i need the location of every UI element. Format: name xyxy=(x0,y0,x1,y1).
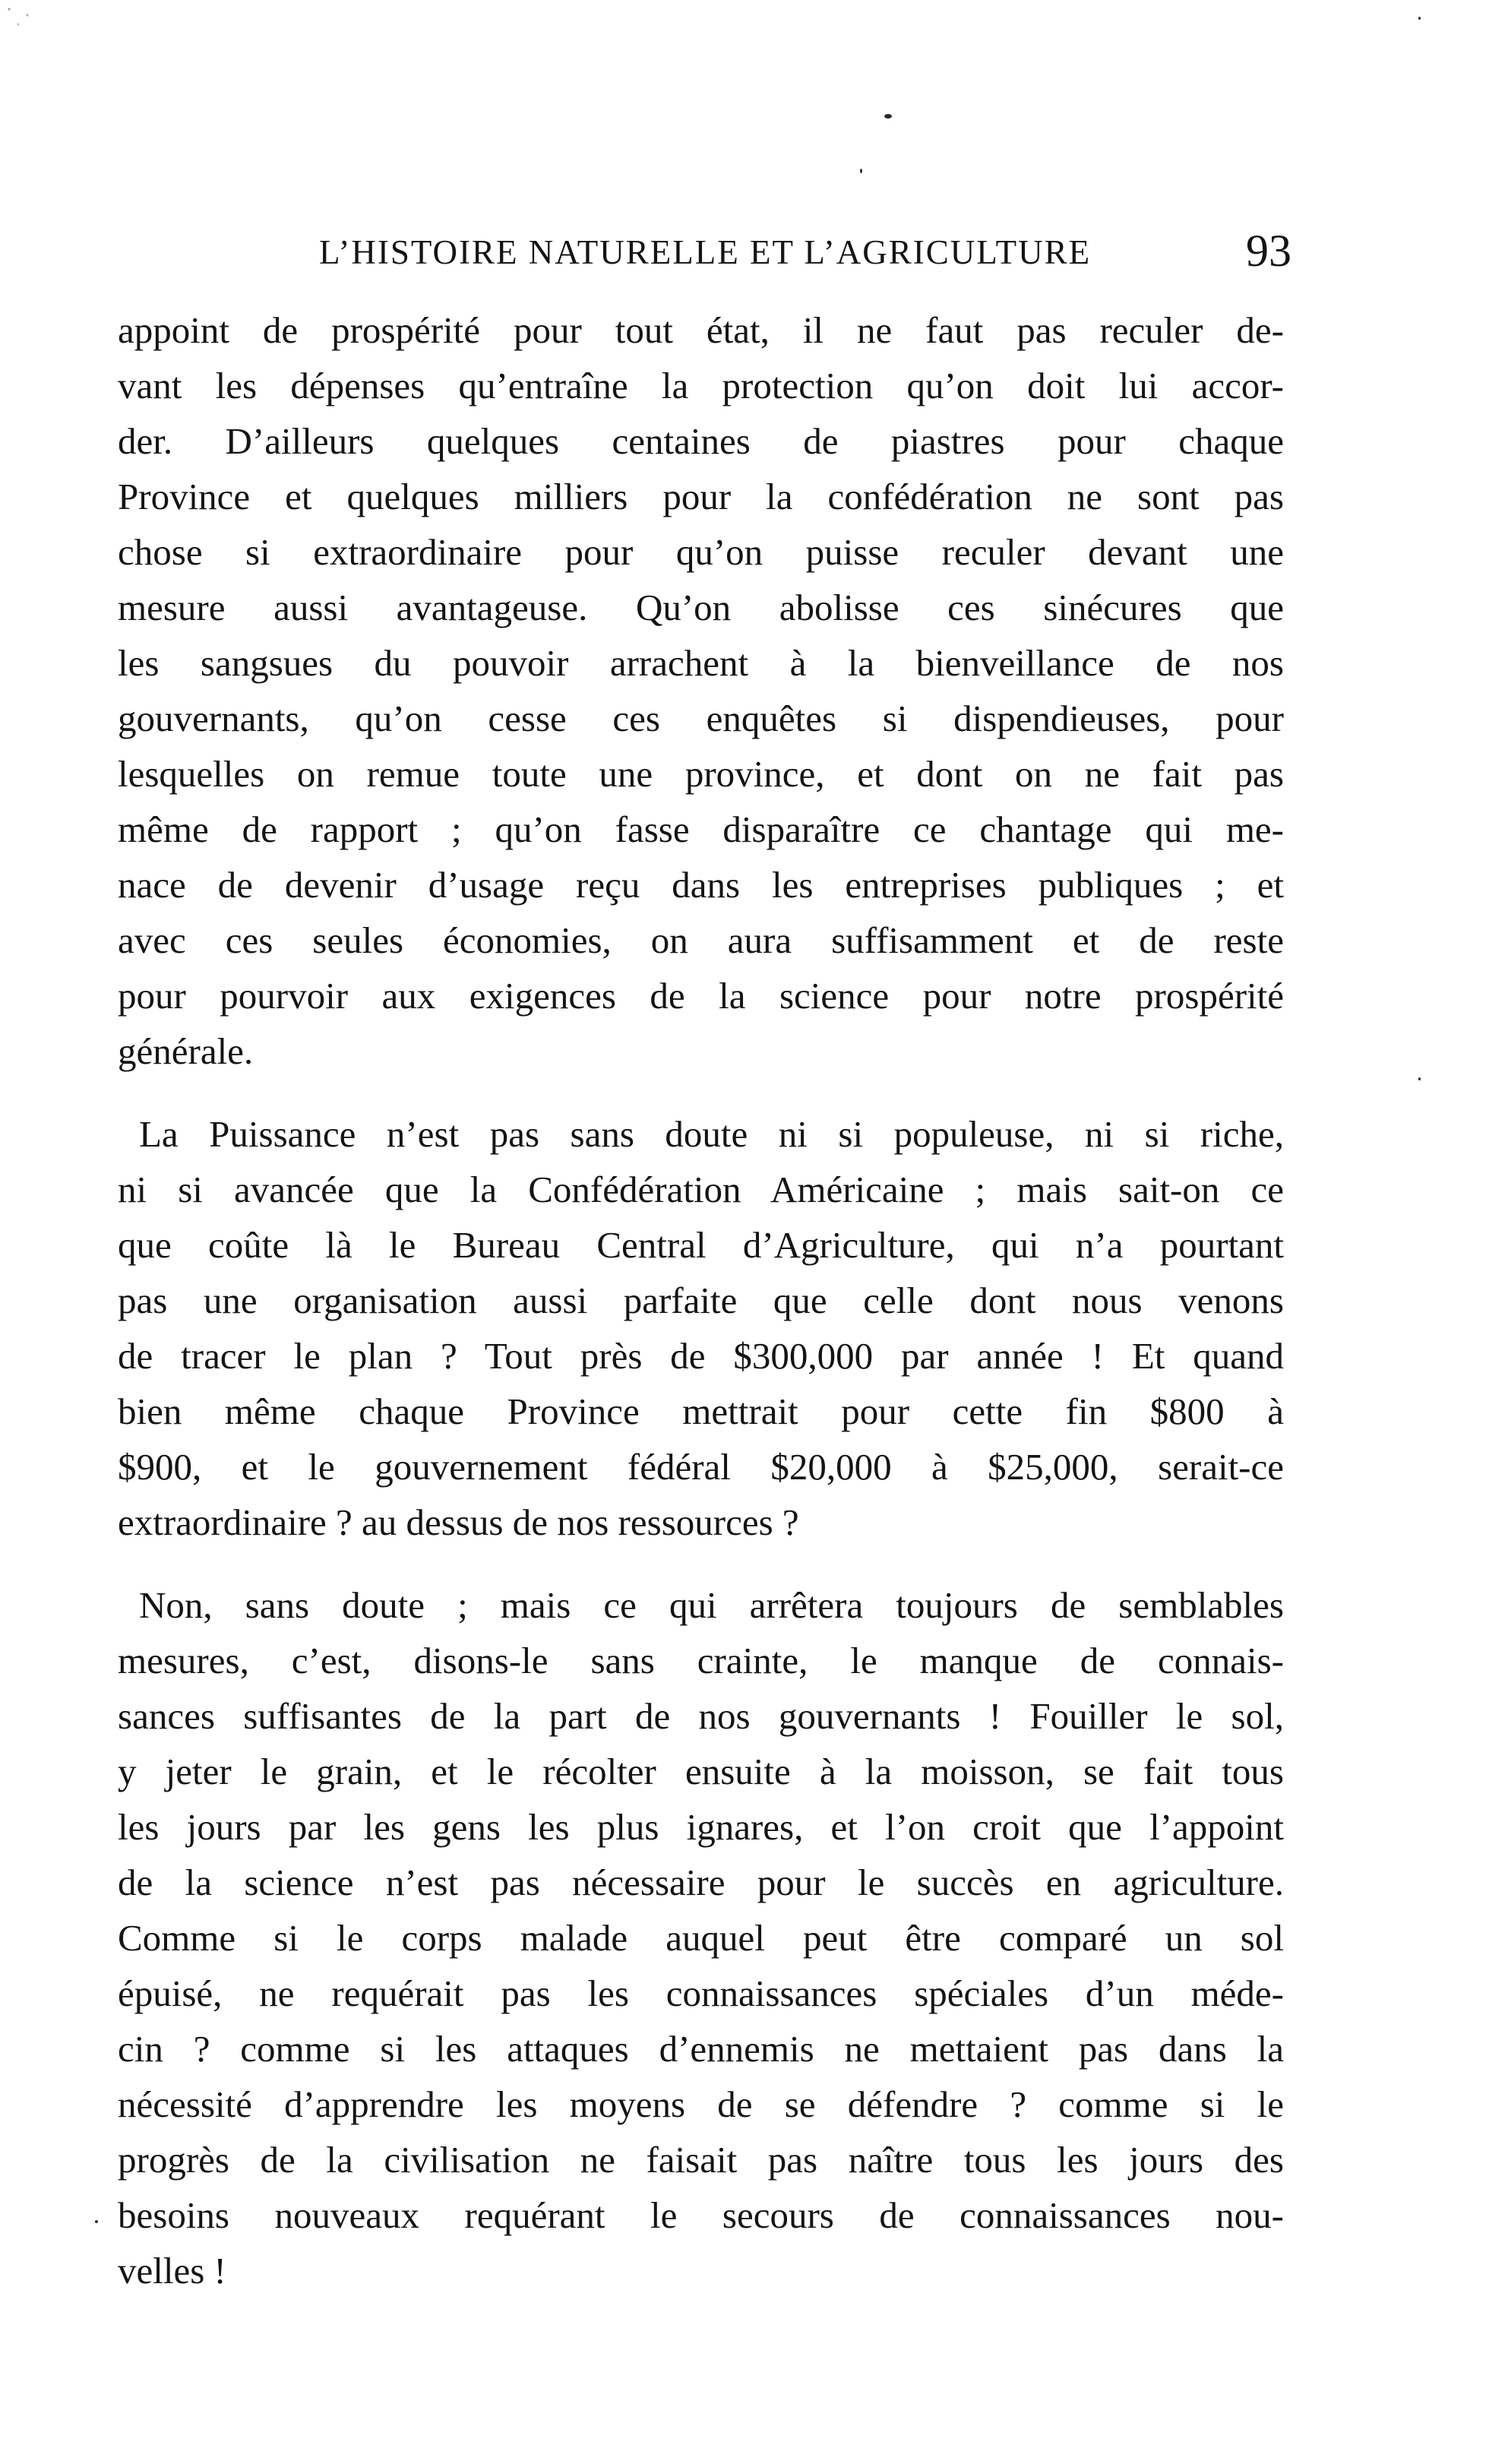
text-line: les sangsues du pouvoir arrachent à la bienveillance de nos xyxy=(118,642,1284,684)
text-line: extraordinaire ? au dessus de nos ressources ? xyxy=(118,1501,799,1543)
text-line: pas une organisation aussi parfaite que celle dont nous venons xyxy=(118,1279,1284,1321)
text-line: avec ces seules économies, on aura suffisamment et de reste xyxy=(118,919,1284,961)
text-line: nace de devenir d’usage reçu dans les entreprises publiques ; et xyxy=(118,864,1284,906)
text-line: ni si avancée que la Confédération Américaine ; mais sait-on ce xyxy=(118,1169,1284,1210)
body-text xyxy=(118,302,1284,2298)
paragraph xyxy=(118,302,1284,1079)
text-line: mesures, c’est, disons-le sans crainte, le manque de connais- xyxy=(118,1640,1284,1681)
text-line: vant les dépenses qu’entraîne la protection qu’on doit lui accor- xyxy=(118,365,1284,406)
text-line: lesquelles on remue toute une province, et dont on ne fait pas xyxy=(118,753,1284,795)
text-line: nécessité d’apprendre les moyens de se défendre ? comme si le xyxy=(118,2083,1284,2125)
text-line: de tracer le plan ? Tout près de $300,000 par année ! Et quand xyxy=(118,1335,1284,1377)
text-line: besoins nouveaux requérant le secours de connaissances nou- xyxy=(118,2194,1284,2236)
text-line: de la science n’est pas nécessaire pour le succès en agriculture. xyxy=(118,1861,1284,1903)
text-line: même de rapport ; qu’on fasse disparaître ce chantage qui me- xyxy=(118,808,1284,850)
text-line: appoint de prospérité pour tout état, il ne faut pas reculer de- xyxy=(118,309,1284,351)
ink-speck xyxy=(860,169,862,173)
text-line: progrès de la civilisation ne faisait pas naître tous les jours des xyxy=(118,2139,1284,2181)
text-line: cin ? comme si les attaques d’ennemis ne mettaient pas dans la xyxy=(118,2028,1284,2070)
text-line: que coûte là le Bureau Central d’Agriculture, qui n’a pourtant xyxy=(118,1224,1284,1266)
text-line: der. D’ailleurs quelques centaines de piastres pour chaque xyxy=(118,420,1284,462)
ink-speck xyxy=(1418,1077,1421,1080)
text-line: pour pourvoir aux exigences de la science pour notre prospérité xyxy=(118,975,1284,1017)
text-line: velles ! xyxy=(118,2250,226,2292)
text-line: Comme si le corps malade auquel peut être comparé un sol xyxy=(118,1917,1284,1959)
running-title: L’HISTOIRE NATURELLE ET L’AGRICULTURE xyxy=(319,233,1092,271)
paragraph xyxy=(118,1106,1284,1550)
page-number: 93 xyxy=(1246,226,1291,276)
page-header xyxy=(319,225,1291,286)
ink-speck xyxy=(884,114,892,119)
scan-edge-noise xyxy=(0,0,46,30)
text-line: les jours par les gens les plus ignares, et l’on croit que l’appoint xyxy=(118,1806,1284,1848)
text-line: sances suffisantes de la part de nos gouvernants ! Fouiller le sol, xyxy=(118,1695,1284,1737)
text-line: bien même chaque Province mettrait pour cette fin $800 à xyxy=(118,1390,1284,1432)
paragraph xyxy=(118,1577,1284,2298)
ink-speck xyxy=(95,2220,98,2223)
ink-speck xyxy=(1418,17,1421,20)
text-line: chose si extraordinaire pour qu’on puisse reculer devant une xyxy=(118,531,1284,573)
text-line: mesure aussi avantageuse. Qu’on abolisse ces sinécures que xyxy=(118,587,1284,628)
text-line: $900, et le gouvernement fédéral $20,000 à $25,000, serait-ce xyxy=(118,1446,1284,1488)
text-line: Province et quelques milliers pour la confédération ne sont pas xyxy=(118,476,1284,517)
text-line: générale. xyxy=(118,1030,254,1072)
text-line: Non, sans doute ; mais ce qui arrêtera toujours de semblables xyxy=(139,1584,1284,1626)
text-line: La Puissance n’est pas sans doute ni si populeuse, ni si riche, xyxy=(139,1113,1284,1155)
text-line: épuisé, ne requérait pas les connaissances spéciales d’un méde- xyxy=(118,1972,1284,2014)
text-line: gouvernants, qu’on cesse ces enquêtes si dispendieuses, pour xyxy=(118,697,1284,739)
text-line: y jeter le grain, et le récolter ensuite à la moisson, se fait tous xyxy=(118,1751,1284,1792)
